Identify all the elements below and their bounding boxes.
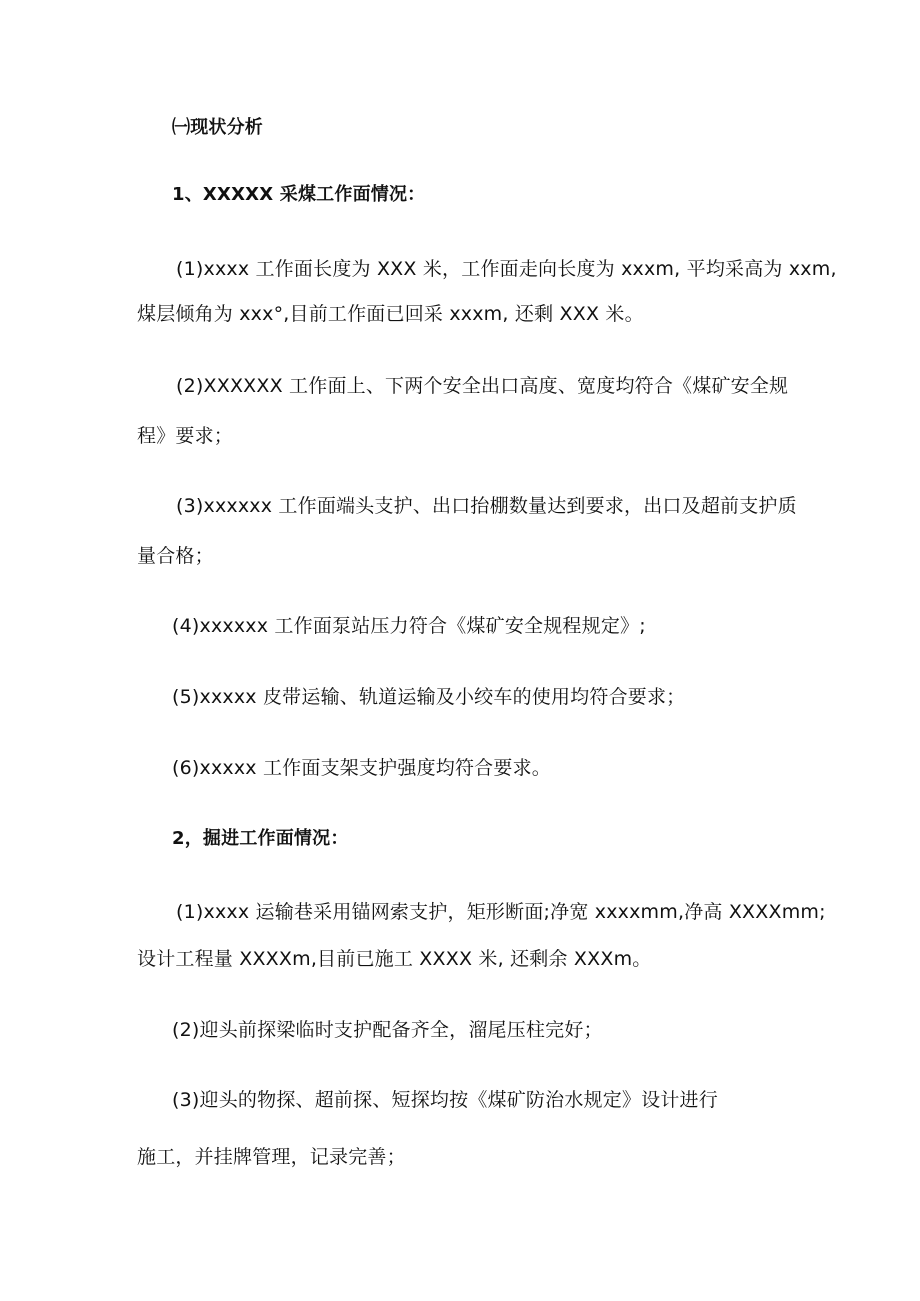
subsection-1-item-2-line-1: (2)XXXXXX 工作面上、下两个安全出口高度、宽度均符合《煤矿安全规 — [176, 375, 789, 397]
subsection-1-heading: 1、XXXXX 采煤工作面情况： — [172, 184, 426, 205]
subsection-1-item-5: (5)xxxxx 皮带运输、轨道运输及小绞车的使用均符合要求； — [172, 686, 686, 708]
subsection-1-item-1-line-2: 煤层倾角为 xxx°,目前工作面已回采 xxxm, 还剩 XXX 米。 — [137, 303, 644, 325]
subsection-1-item-4: (4)xxxxxx 工作面泵站压力符合《煤矿安全规程规定》; — [172, 615, 646, 637]
section-heading: ㈠现状分析 — [172, 117, 263, 138]
subsection-1-item-2-line-2: 程》要求； — [137, 425, 234, 447]
subsection-1-item-3-line-2: 量合格； — [137, 545, 214, 567]
subsection-1-item-1-line-1: (1)xxxx 工作面长度为 XXX 米，工作面走向长度为 xxxm, 平均采高为 xxm, — [176, 258, 837, 280]
subsection-2-item-2: (2)迎头前探梁临时支护配备齐全，溜尾压柱完好； — [172, 1019, 603, 1041]
subsection-2-heading: 2，掘进工作面情况： — [172, 828, 349, 849]
subsection-2-item-1-line-2: 设计工程量 XXXXm,目前已施工 XXXX 米, 还剩余 XXXm。 — [137, 948, 652, 970]
subsection-2-item-3-line-1: (3)迎头的物探、超前探、短探均按《煤矿防治水规定》设计进行 — [172, 1089, 718, 1111]
subsection-1-item-3-line-1: (3)xxxxxx 工作面端头支护、出口抬棚数量达到要求，出口及超前支护质 — [176, 495, 797, 517]
subsection-2-item-1-line-1: (1)xxxx 运输巷采用锚网索支护，矩形断面;净宽 xxxxmm,净高 XXXXmm; — [176, 901, 826, 923]
subsection-2-item-3-line-2: 施工，并挂牌管理，记录完善； — [137, 1146, 406, 1168]
subsection-1-item-6: (6)xxxxx 工作面支架支护强度均符合要求。 — [172, 757, 551, 779]
